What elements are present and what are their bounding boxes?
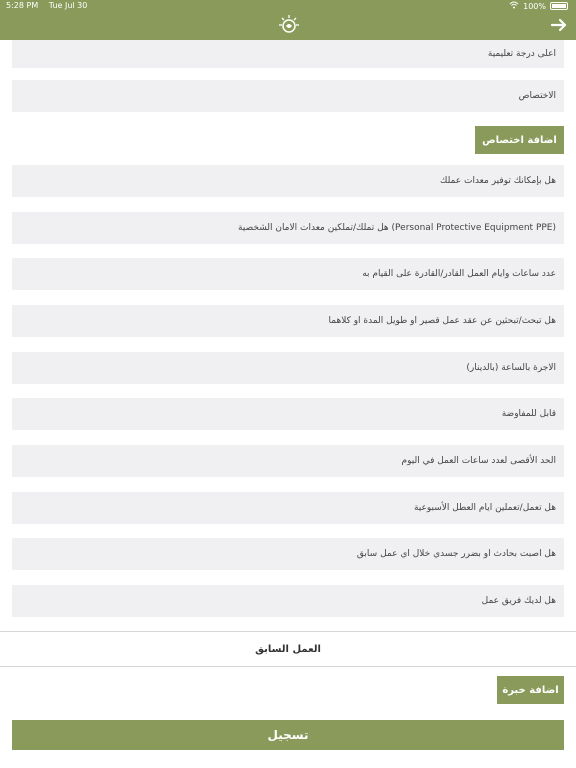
field-label: قابل للمفاوضة (501, 409, 556, 419)
field-work-team[interactable] (12, 585, 564, 617)
status-time: 5:28 PM (6, 1, 39, 10)
battery-percent: 100% (523, 1, 546, 11)
battery-icon (550, 2, 568, 10)
field-contract-type[interactable] (12, 305, 564, 337)
previous-work-label: العمل السابق (255, 643, 321, 655)
previous-work-row[interactable] (0, 631, 576, 667)
field-max-daily-hours[interactable] (12, 445, 564, 477)
logo-icon (278, 14, 300, 36)
field-label: هل تملك/تملكين معدات الامان الشخصية (Personal Protective Equipment PPE) (238, 223, 556, 233)
field-negotiable[interactable] (12, 398, 564, 430)
field-label: هل تعمل/تعملين ايام العطل الأسبوعية (413, 503, 556, 513)
field-label: هل اصبت بحادث او بضرر جسدي خلال اي عمل سابق (356, 549, 556, 559)
field-label: هل بإمكانك توفير معدات عملك (439, 176, 556, 186)
add-experience-button[interactable]: اضافة خبرة (497, 676, 564, 704)
field-label: الحد الأقصى لعدد ساعات العمل في اليوم (401, 456, 556, 466)
nav-bar (0, 12, 576, 40)
field-label: هل تبحث/تبحثين عن عقد عمل قصير او طويل المدة او كلاهما (328, 316, 556, 326)
field-work-hours-days[interactable] (12, 258, 564, 290)
wifi-icon (509, 1, 519, 11)
field-label: الاختصاص (518, 91, 556, 101)
field-hourly-rate[interactable] (12, 352, 564, 384)
field-education-level[interactable] (12, 40, 564, 68)
back-arrow-icon[interactable] (550, 16, 568, 34)
status-bar (0, 0, 576, 12)
register-button[interactable]: تسجيل (12, 720, 564, 750)
field-label: هل لديك فريق عمل (481, 596, 556, 606)
field-provide-equipment[interactable] (12, 165, 564, 197)
add-specialty-button[interactable]: اضافة اختصاص (475, 126, 564, 154)
field-label: عدد ساعات وايام العمل القادر/القادرة على القيام به (362, 269, 556, 279)
field-prior-injury[interactable] (12, 538, 564, 570)
field-specialty[interactable] (12, 80, 564, 112)
field-weekend-work[interactable] (12, 492, 564, 524)
field-label: اعلى درجة تعليمية (487, 49, 556, 59)
field-ppe[interactable] (12, 212, 564, 244)
status-date: Tue Jul 30 (48, 1, 88, 10)
field-label: الاجرة بالساعة (بالدينار) (466, 363, 556, 373)
